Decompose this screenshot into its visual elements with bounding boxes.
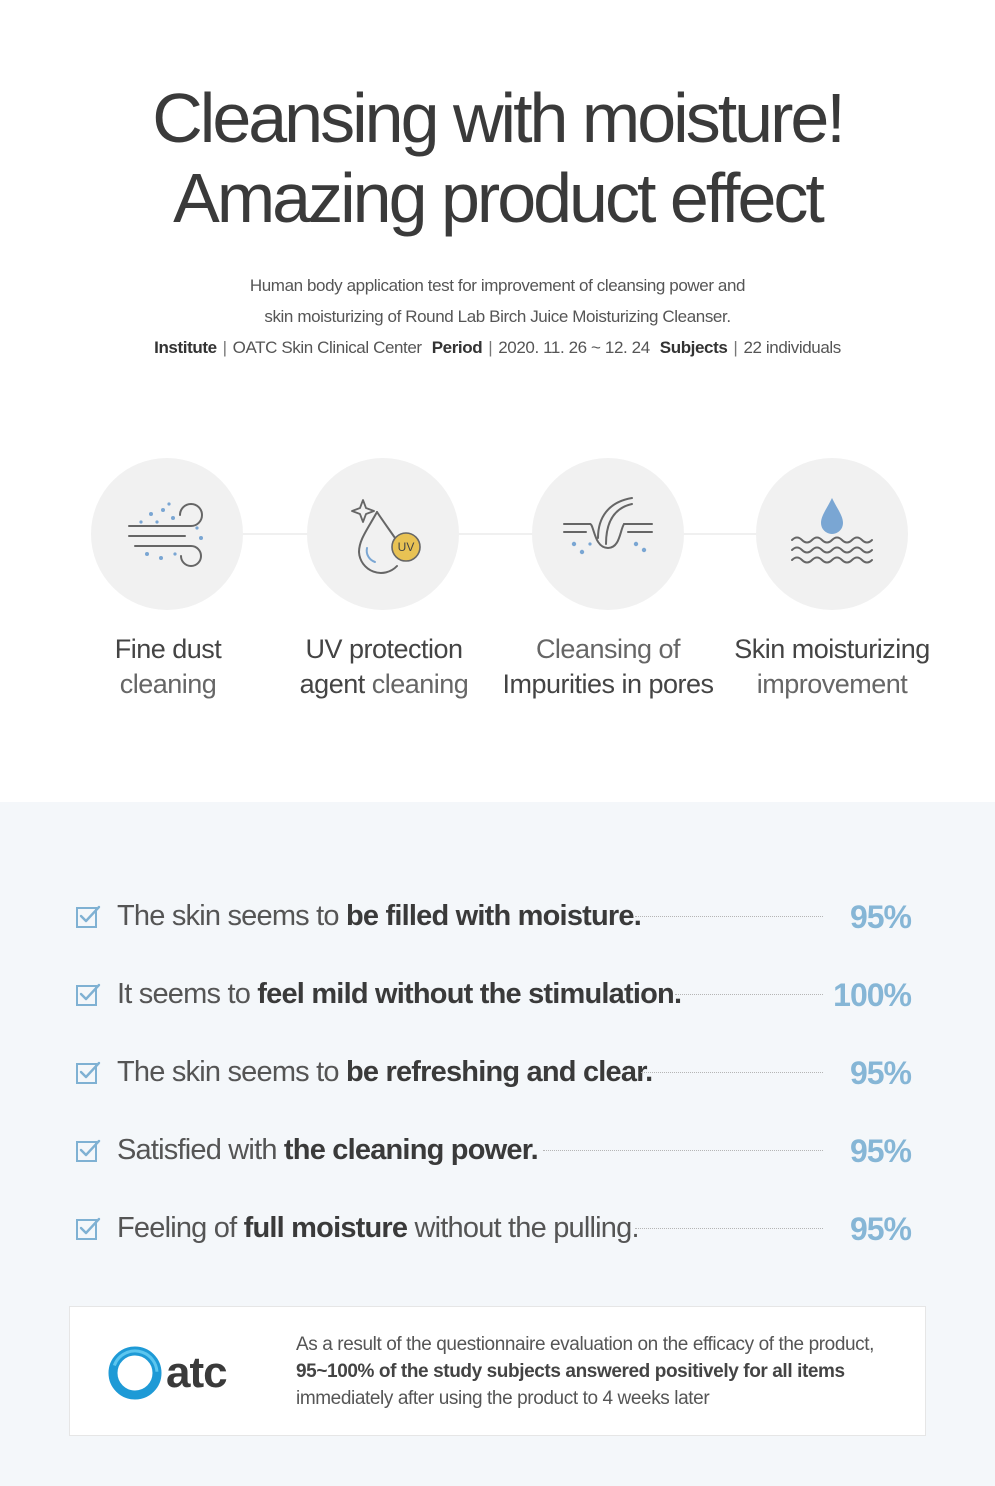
- atc-logo-ring-icon: [107, 1345, 163, 1401]
- feature-uv-protection: [264, 632, 504, 702]
- checkbox-checked-icon: [75, 1138, 101, 1164]
- test-description-line-1: Human body application test for improvement of cleansing power and: [249, 276, 746, 295]
- result-statement: Feeling of full moisture without the pulling.: [117, 1212, 639, 1244]
- icons-connector-line: [167, 533, 832, 535]
- feature-label-line-1: Skin moisturizing: [734, 634, 930, 664]
- checkbox-checked-icon: [75, 904, 101, 930]
- atc-logo: [107, 1345, 247, 1401]
- feature-fine-dust: [48, 632, 288, 702]
- result-row: [75, 1130, 915, 1170]
- uv-drop-sparkle-icon: [307, 458, 459, 610]
- checkbox-checked-icon: [75, 1216, 101, 1242]
- feature-label-line-2: cleaning: [364, 669, 469, 699]
- result-percentage: 95%: [849, 1055, 911, 1091]
- result-percentage: 95%: [849, 1133, 911, 1169]
- pore-hair-follicle-icon: [532, 458, 684, 610]
- result-row: [75, 974, 915, 1014]
- institute-label: Institute: [154, 338, 217, 357]
- feature-label-line-1: Fine dust: [114, 634, 222, 664]
- page-title-line-1: Cleansing with moisture!: [152, 79, 843, 157]
- separator: |: [733, 338, 738, 357]
- dotted-leader: [641, 1072, 823, 1073]
- dotted-leader: [635, 1228, 823, 1229]
- result-statement: The skin seems to be refreshing and clear.: [117, 1056, 653, 1088]
- water-drop-waves-icon: [756, 458, 908, 610]
- feature-label-line-2: cleaning: [119, 669, 217, 699]
- feature-label-line-2-strong: agent: [299, 669, 365, 699]
- period-value: 2020. 11. 26 ~ 12. 24: [498, 338, 650, 357]
- dotted-leader: [543, 1150, 823, 1151]
- summary-line-2: 95~100% of the study subjects answered positively for all items: [296, 1361, 845, 1382]
- summary-box: [69, 1306, 926, 1436]
- subjects-value: 22 individuals: [743, 338, 841, 357]
- feature-label-line-1: UV protection: [305, 634, 463, 664]
- period-label: Period: [431, 338, 483, 357]
- result-row: [75, 1052, 915, 1092]
- summary-line-3: immediately after using the product to 4 weeks later: [296, 1388, 710, 1409]
- result-statement: The skin seems to be filled with moisture.: [117, 900, 641, 932]
- subjects-label: Subjects: [659, 338, 728, 357]
- feature-pore-cleansing: [488, 632, 728, 702]
- feature-label-line-1: Cleansing of: [535, 634, 681, 664]
- summary-line-1: As a result of the questionnaire evaluation on the efficacy of the product,: [296, 1334, 875, 1355]
- checkbox-checked-icon: [75, 982, 101, 1008]
- uv-badge-label: UV: [397, 540, 415, 554]
- feature-label-line-2: improvement: [756, 669, 908, 699]
- page-title-line-2: Amazing product effect: [173, 159, 822, 237]
- result-percentage: 95%: [849, 899, 911, 935]
- institute-value: OATC Skin Clinical Center: [232, 338, 422, 357]
- dotted-leader: [675, 994, 823, 995]
- result-row: [75, 896, 915, 936]
- dotted-leader: [635, 916, 823, 917]
- result-percentage: 95%: [849, 1211, 911, 1247]
- test-description-line-2: skin moisturizing of Round Lab Birch Juice Moisturizing Cleanser.: [264, 307, 731, 326]
- separator: |: [488, 338, 493, 357]
- fine-dust-wind-icon: [91, 458, 243, 610]
- result-row: [75, 1208, 915, 1248]
- feature-label-line-2: Impurities in pores: [502, 669, 714, 699]
- separator: |: [222, 338, 227, 357]
- study-meta: [0, 332, 995, 363]
- feature-skin-moisturizing: [712, 632, 952, 702]
- checkbox-checked-icon: [75, 1060, 101, 1086]
- result-statement: Satisfied with the cleaning power.: [117, 1134, 538, 1166]
- result-percentage: 100%: [833, 977, 911, 1013]
- logo-wordmark: atc: [166, 1348, 227, 1397]
- summary-text: [296, 1331, 874, 1412]
- result-statement: It seems to feel mild without the stimulation.: [117, 978, 682, 1010]
